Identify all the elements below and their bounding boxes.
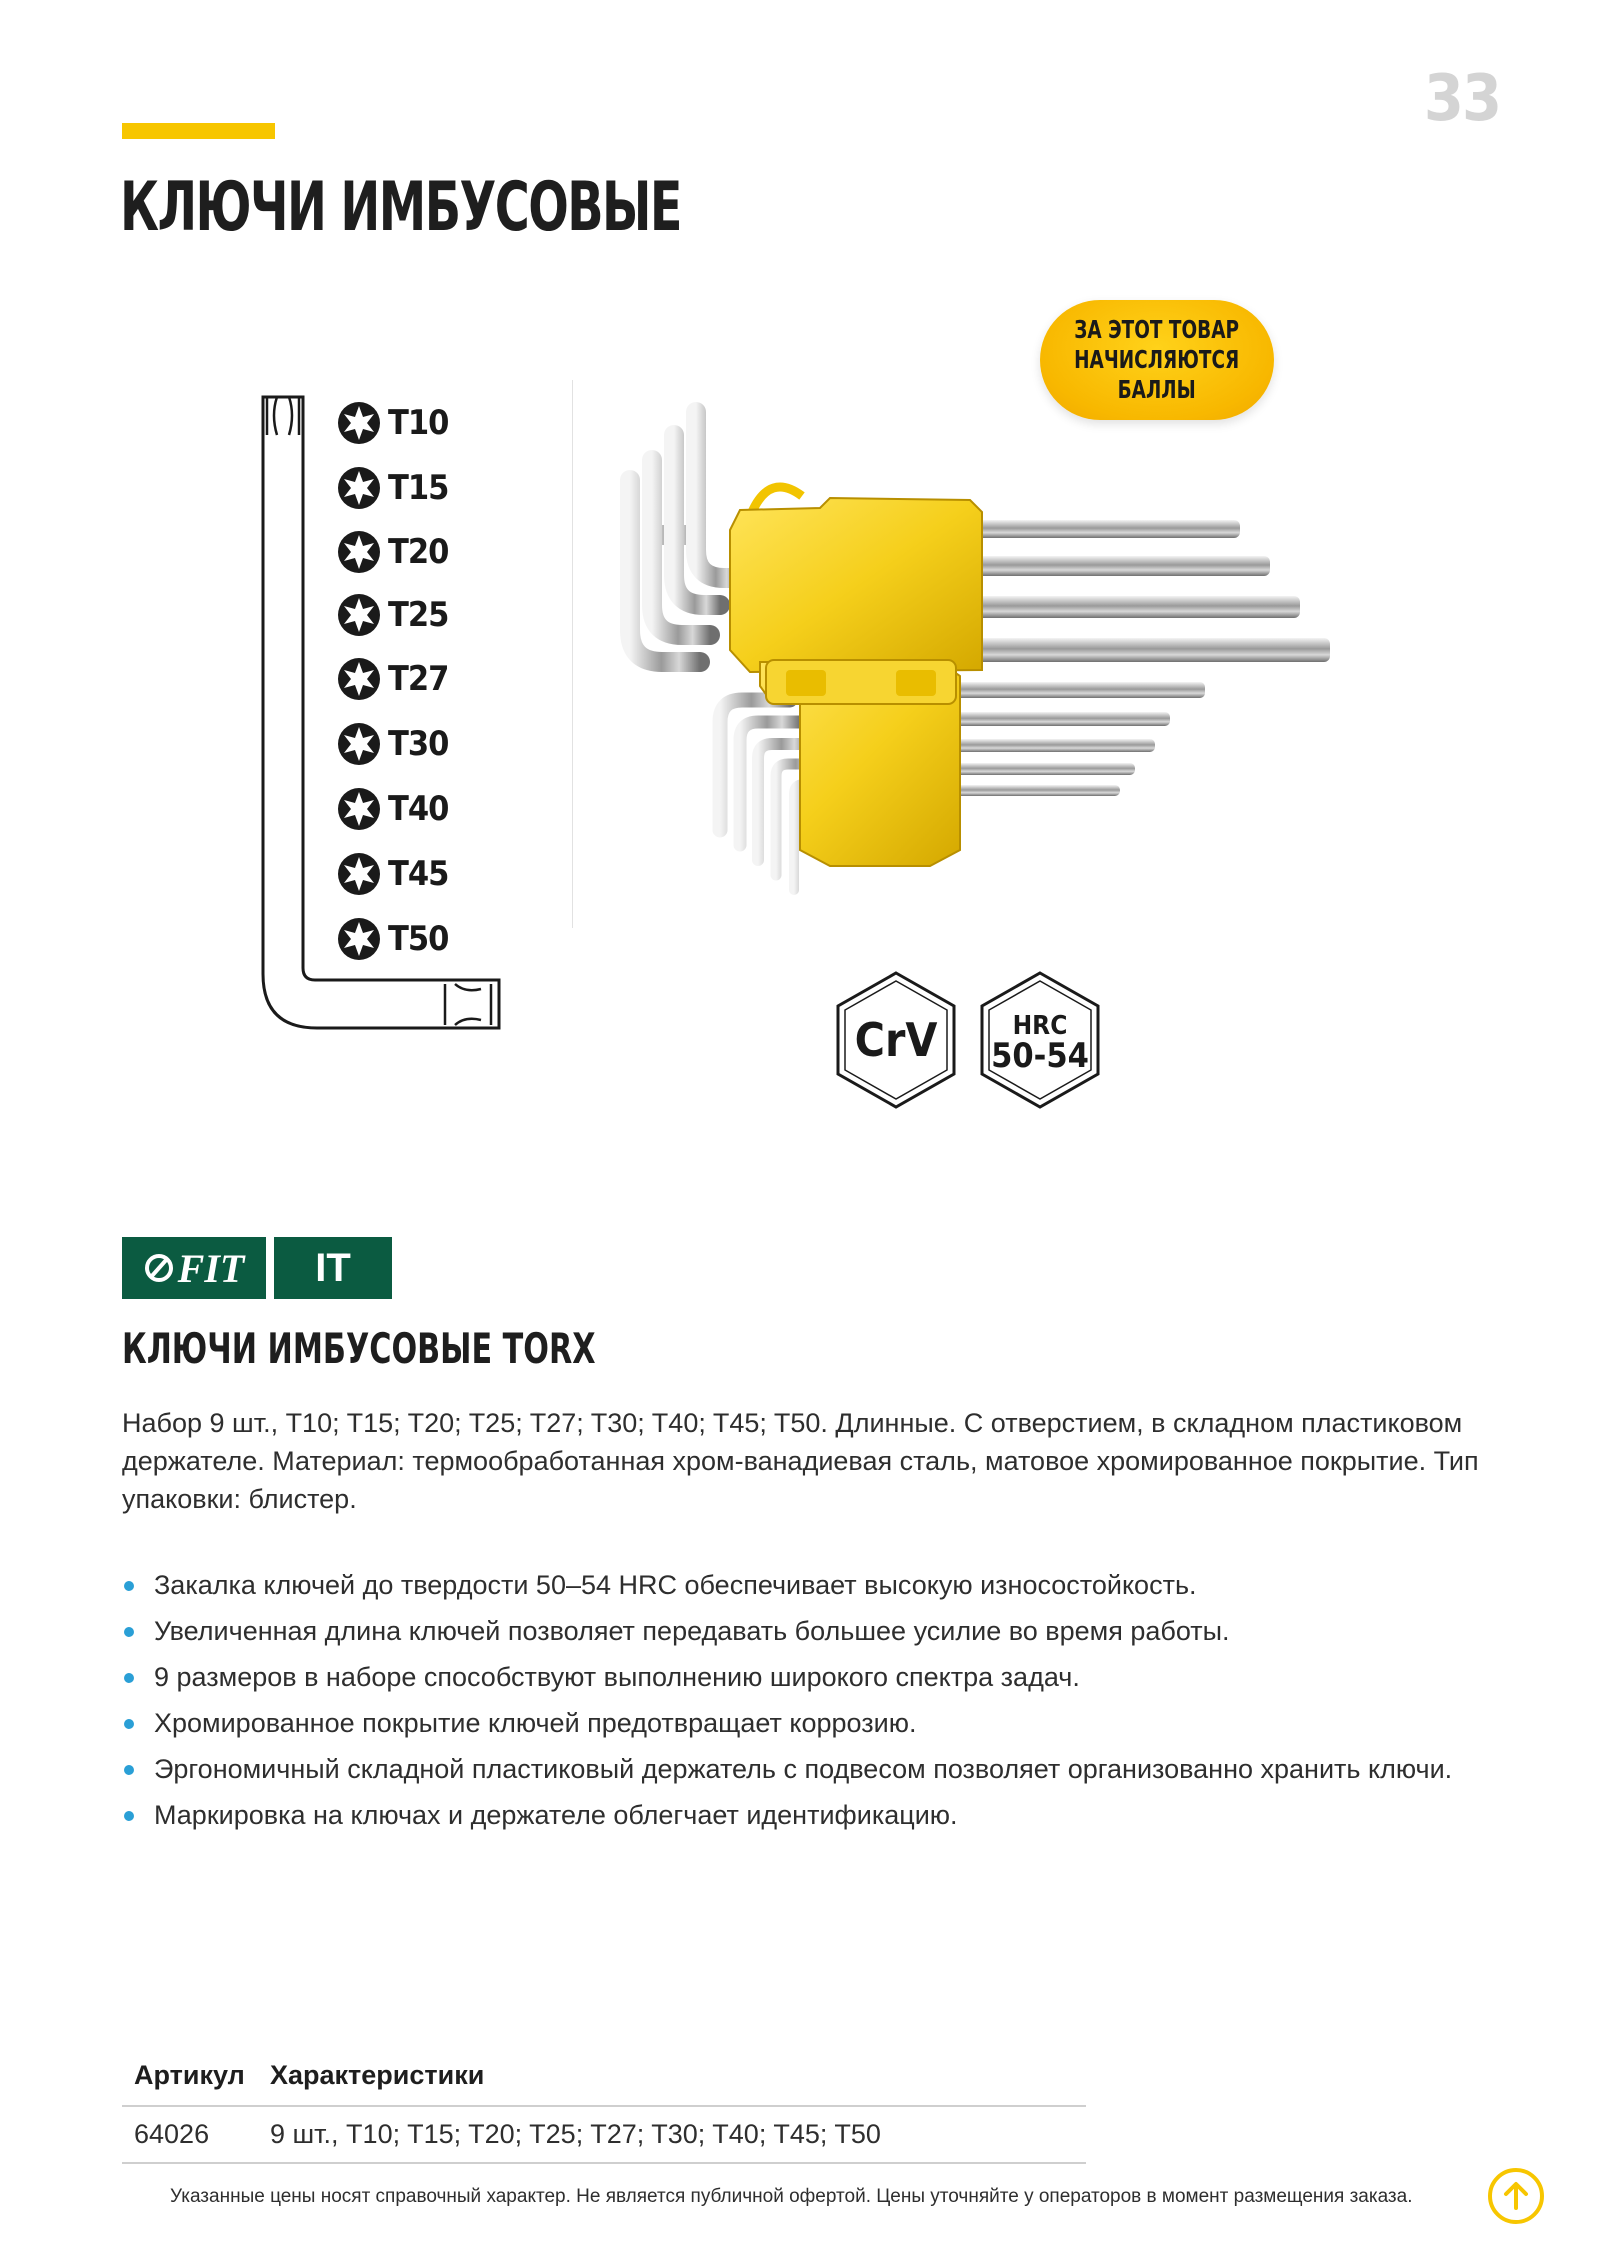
torx-size-item — [336, 398, 448, 448]
torx-size-item — [336, 463, 448, 513]
torx-size-item — [336, 527, 448, 577]
characteristics-cell: 9 шт., T10; T15; T20; T25; T27; T30; T40; T45; T50 — [258, 2106, 1086, 2163]
promo-badge-text: ЗА ЭТОТ ТОВАР НАЧИСЛЯЮТСЯ БАЛЛЫ — [1074, 315, 1240, 404]
torx-size-label: T20 — [388, 532, 449, 572]
feature-item: 9 размеров в наборе способствуют выполнению широкого спектра задач. — [122, 1654, 1502, 1700]
accent-bar — [122, 123, 275, 139]
torx-size-label: T25 — [388, 595, 449, 635]
hrc-value: 50-54 — [991, 1036, 1089, 1076]
spec-table — [122, 2050, 1086, 2164]
torx-star-icon — [336, 786, 382, 832]
product-title: КЛЮЧИ ИМБУСОВЫЕ TORX — [122, 1324, 596, 1373]
product-image — [590, 400, 1350, 920]
brand-mark-icon — [144, 1253, 174, 1283]
torx-star-icon — [336, 592, 382, 638]
column-header-article: Артикул — [122, 2050, 258, 2106]
feature-item: Маркировка на ключах и держателе облегчает идентификацию. — [122, 1792, 1502, 1838]
brand-logo-fit — [122, 1237, 266, 1299]
hrc-hardness-badge — [978, 970, 1102, 1110]
arrow-up-icon — [1502, 2181, 1530, 2211]
divider-line — [572, 380, 573, 928]
page-title: КЛЮЧИ ИМБУСОВЫЕ — [120, 168, 681, 247]
torx-size-item — [336, 849, 448, 899]
brand-left-text: FIT — [177, 1245, 245, 1291]
feature-item: Закалка ключей до твердости 50–54 HRC обеспечивает высокую износостойкость. — [122, 1562, 1502, 1608]
footer-disclaimer: Указанные цены носят справочный характер. Не является публичной офертой. Цены уточняйте у операторов в момент размещения заказа. — [170, 2186, 1413, 2207]
feature-item: Хромированное покрытие ключей предотвращает коррозию. — [122, 1700, 1502, 1746]
torx-star-icon — [336, 656, 382, 702]
torx-star-icon — [336, 721, 382, 767]
torx-size-item — [336, 590, 448, 640]
feature-item: Увеличенная длина ключей позволяет передавать большее усилие во время работы. — [122, 1608, 1502, 1654]
feature-list — [122, 1562, 1502, 1838]
torx-size-item — [336, 719, 448, 769]
column-header-characteristics: Характеристики — [258, 2050, 1086, 2106]
torx-size-item — [336, 784, 448, 834]
torx-size-label: T15 — [388, 468, 449, 508]
product-description: Набор 9 шт., T10; T15; T20; T25; T27; T30; T40; T45; T50. Длинные. С отверстием, в складном пластиковом держателе. Материал: термообработанная хром-ванадиевая сталь, матовое хромированное покрытие. Тип упаковки: блистер. — [122, 1408, 1479, 1514]
torx-size-label: T40 — [388, 789, 449, 829]
torx-size-label: T10 — [388, 403, 449, 443]
torx-size-label: T30 — [388, 724, 449, 764]
torx-size-label: T45 — [388, 854, 449, 894]
torx-size-item — [336, 914, 448, 964]
table-row — [122, 2106, 1086, 2163]
article-cell: 64026 — [122, 2106, 258, 2163]
torx-size-label: T50 — [388, 919, 449, 959]
torx-star-icon — [336, 851, 382, 897]
torx-star-icon — [336, 465, 382, 511]
page-number: 33 — [1423, 62, 1500, 136]
hrc-label: HRC — [1012, 1011, 1068, 1041]
brand-logo — [122, 1237, 392, 1299]
torx-star-icon — [336, 529, 382, 575]
torx-star-icon — [336, 400, 382, 446]
scroll-to-top-button[interactable] — [1488, 2168, 1544, 2224]
torx-size-item — [336, 654, 448, 704]
crv-material-badge — [834, 970, 958, 1110]
brand-logo-it — [274, 1237, 392, 1299]
brand-right-text: IT — [315, 1245, 351, 1290]
torx-star-icon — [336, 916, 382, 962]
torx-size-label: T27 — [388, 659, 449, 699]
crv-label: CrV — [854, 1013, 938, 1067]
spec-table-header-row — [122, 2050, 1086, 2106]
feature-item: Эргономичный складной пластиковый держатель с подвесом позволяет организованно хранить ключи. — [122, 1746, 1502, 1792]
